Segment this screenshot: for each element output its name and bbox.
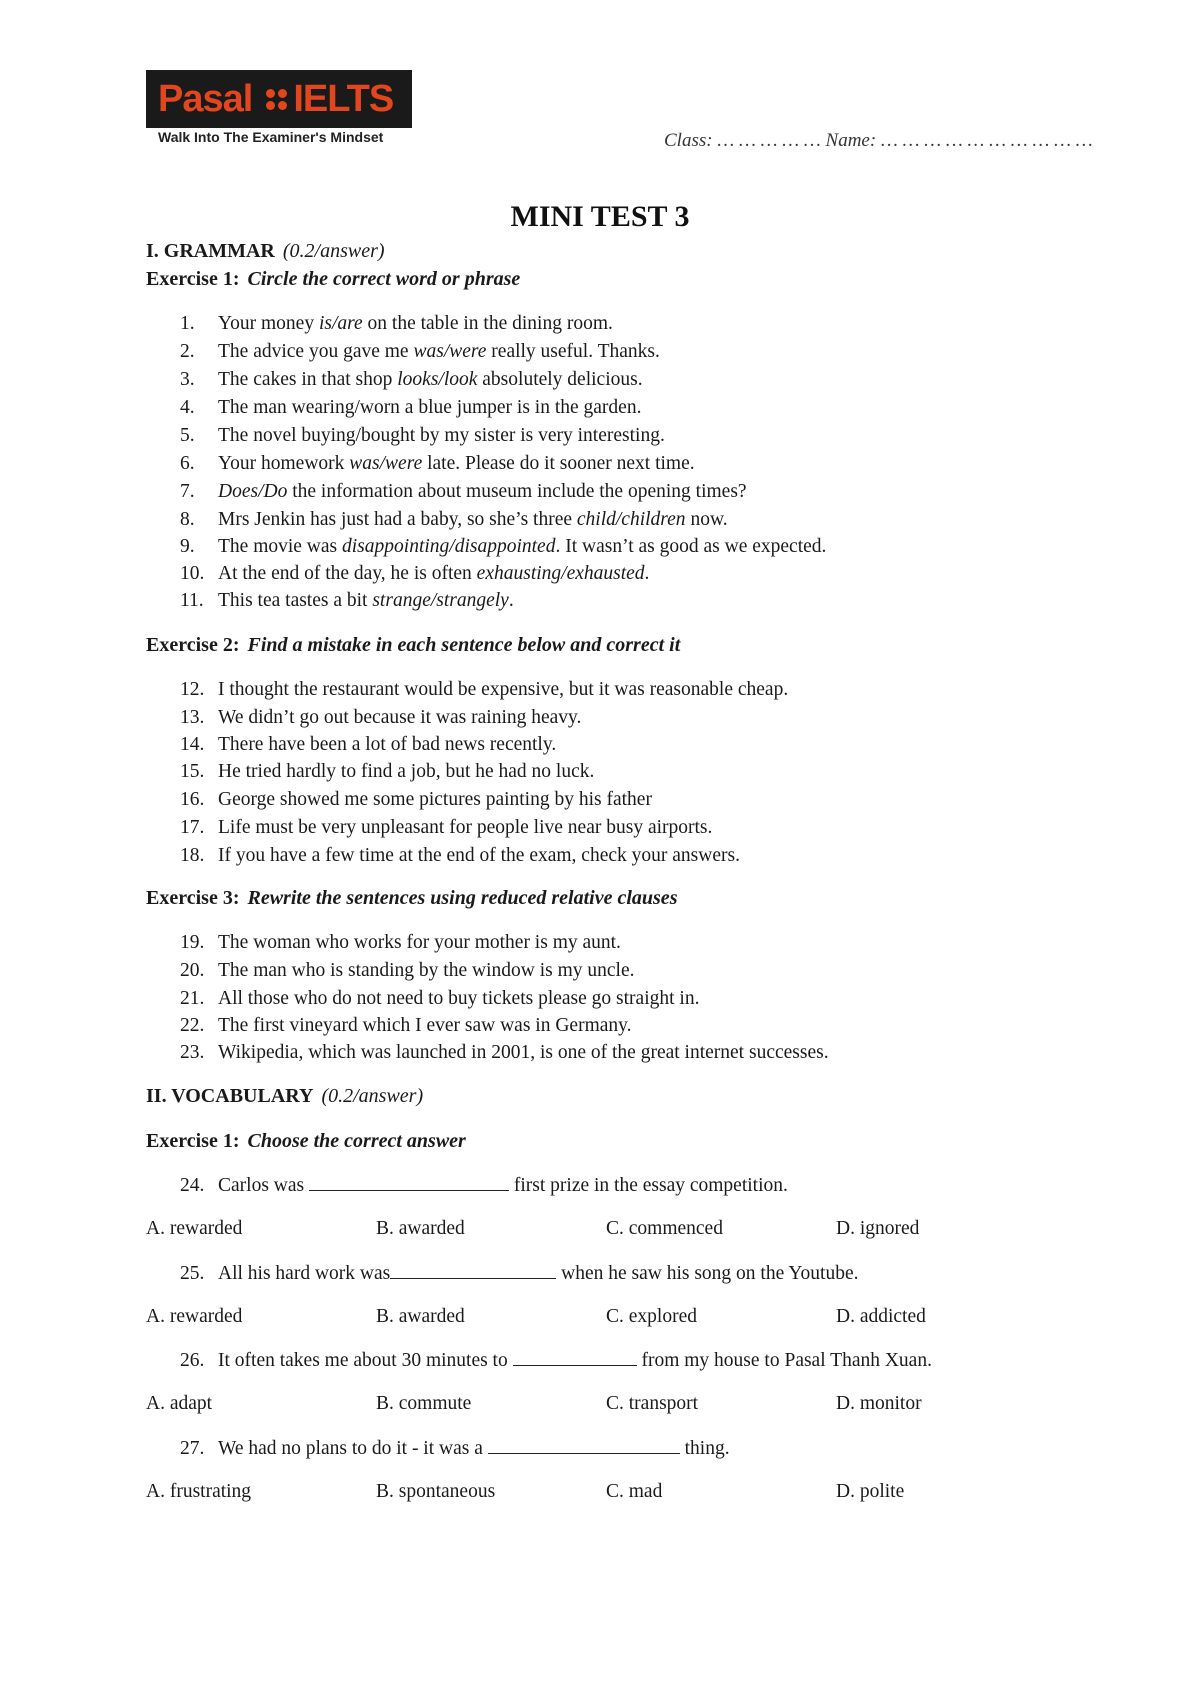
question-text: The man who is standing by the window is my uncle. <box>218 960 635 981</box>
question-text: first prize in the essay competition. <box>509 1175 788 1196</box>
question-text: Your money <box>218 313 319 334</box>
option-c[interactable]: C. transport <box>606 1393 699 1414</box>
option-c[interactable]: C. commenced <box>606 1218 723 1239</box>
question-text: It often takes me about 30 minutes to <box>218 1350 513 1371</box>
answer-blank[interactable] <box>390 1262 556 1279</box>
answer-choices[interactable]: strange/strangely <box>372 590 509 611</box>
question-17 <box>180 817 712 839</box>
question-text: . <box>508 590 514 611</box>
question-text: when he saw his song on the Youtube. <box>556 1263 859 1284</box>
question-text: absolutely delicious. <box>477 369 643 390</box>
question-text: We didn’t go out because it was raining heavy. <box>218 707 582 728</box>
question-number: 19. <box>180 932 205 953</box>
logo-dots-icon <box>266 89 287 110</box>
question-text: on the table in the dining room. <box>362 313 613 334</box>
question-text: from my house to Pasal Thanh Xuan. <box>636 1350 932 1371</box>
question-text: George showed me some pictures painting by his father <box>218 789 652 810</box>
question-8 <box>180 509 728 531</box>
option-b[interactable]: B. awarded <box>376 1218 465 1239</box>
question-text: . It wasn’t as good as we expected. <box>555 536 827 557</box>
question-number: 25. <box>180 1263 205 1284</box>
option-b[interactable]: B. spontaneous <box>376 1481 496 1502</box>
question-number: 24. <box>180 1175 205 1196</box>
exercise-label: Exercise 3: <box>146 887 240 909</box>
question-text: All his hard work was <box>218 1263 391 1284</box>
answer-choices[interactable]: exhausting/exhausted <box>476 563 645 584</box>
option-a[interactable]: A. adapt <box>146 1393 213 1414</box>
question-1 <box>180 313 613 335</box>
question-text: At the end of the day, he is often <box>218 563 477 584</box>
option-c[interactable]: C. explored <box>606 1306 697 1327</box>
question-number: 15. <box>180 761 205 782</box>
question-text: really useful. Thanks. <box>486 341 660 362</box>
question-4 <box>180 397 641 419</box>
question-text: Mrs Jenkin has just had a baby, so she’s three <box>218 509 577 530</box>
question-text: The advice you gave me <box>218 341 414 362</box>
option-d[interactable]: D. monitor <box>836 1393 922 1414</box>
grammar-score: (0.2/answer) <box>282 240 385 262</box>
question-text: I thought the restaurant would be expensive, but it was reasonable cheap. <box>218 679 789 700</box>
question-number: 7. <box>180 481 195 502</box>
answer-choices[interactable]: child/children <box>576 509 686 530</box>
option-a[interactable]: A. frustrating <box>146 1481 252 1502</box>
grammar-exercise-1-header <box>146 268 520 291</box>
question-number: 13. <box>180 707 205 728</box>
option-a[interactable]: A. rewarded <box>146 1306 243 1327</box>
question-14 <box>180 734 556 756</box>
question-number: 5. <box>180 425 195 446</box>
question-text: now. <box>685 509 728 530</box>
question-23 <box>180 1042 829 1064</box>
answer-choices[interactable]: looks/look <box>397 369 478 390</box>
question-number: 16. <box>180 789 205 810</box>
logo-ielts-text: IELTS <box>293 77 394 120</box>
grammar-heading <box>146 240 385 263</box>
question-number: 17. <box>180 817 205 838</box>
answer-choices[interactable]: is/are <box>318 313 363 334</box>
option-b[interactable]: B. awarded <box>376 1306 465 1327</box>
option-d[interactable]: D. ignored <box>836 1218 920 1239</box>
exercise-instruction: Find a mistake in each sentence below and correct it <box>247 634 681 656</box>
question-text: Your homework <box>218 453 350 474</box>
question-number: 18. <box>180 845 205 866</box>
option-c[interactable]: C. mad <box>606 1481 663 1502</box>
question-11 <box>180 590 514 612</box>
question-text: The movie was <box>218 536 343 557</box>
logo-pasal-text: Pasal <box>158 77 253 120</box>
question-21 <box>180 988 699 1010</box>
question-20 <box>180 960 635 982</box>
pasal-ielts-logo <box>146 70 412 128</box>
question-25 <box>180 1262 858 1285</box>
exercise-instruction: Choose the correct answer <box>247 1130 466 1152</box>
question-text: thing. <box>679 1438 730 1459</box>
answer-choices[interactable]: Does/Do <box>218 481 288 502</box>
question-number: 23. <box>180 1042 205 1063</box>
exercise-label: Exercise 1: <box>146 268 240 290</box>
option-a[interactable]: A. rewarded <box>146 1218 243 1239</box>
answer-blank[interactable] <box>513 1349 637 1366</box>
vocabulary-exercise-1-header <box>146 1130 466 1153</box>
question-text: The first vineyard which I ever saw was in Germany. <box>218 1015 632 1036</box>
question-6 <box>180 453 695 475</box>
question-text: There have been a lot of bad news recently. <box>218 734 557 755</box>
exercise-label: Exercise 2: <box>146 634 240 656</box>
class-name-line: Class: … … … … … Name: … … … … … … … … … … <box>664 130 1093 151</box>
question-text: The woman who works for your mother is my aunt. <box>218 932 621 953</box>
vocabulary-heading <box>146 1085 423 1108</box>
question-7 <box>180 481 747 503</box>
question-24 <box>180 1174 788 1197</box>
question-13 <box>180 707 581 729</box>
question-16 <box>180 789 652 811</box>
question-18 <box>180 845 740 867</box>
answer-choices[interactable]: was/were <box>349 453 423 474</box>
question-5 <box>180 425 665 447</box>
question-number: 2. <box>180 341 195 362</box>
grammar-exercise-3-header <box>146 887 677 910</box>
answer-blank[interactable] <box>309 1174 509 1191</box>
question-3 <box>180 369 643 391</box>
question-text: Wikipedia, which was launched in 2001, is one of the great internet successes. <box>218 1042 829 1063</box>
question-number: 8. <box>180 509 195 530</box>
answer-choices[interactable]: disappointing/disappointed <box>342 536 556 557</box>
question-number: 14. <box>180 734 205 755</box>
question-number: 22. <box>180 1015 205 1036</box>
logo-tagline: Walk Into The Examiner's Mindset <box>158 129 384 145</box>
question-text: All those who do not need to buy tickets please go straight in. <box>218 988 700 1009</box>
exercise-label: Exercise 1: <box>146 1130 240 1152</box>
question-number: 11. <box>180 590 204 611</box>
answer-blank[interactable] <box>488 1437 680 1454</box>
question-12 <box>180 679 788 701</box>
grammar-heading-text: I. GRAMMAR <box>146 240 275 262</box>
question-text: We had no plans to do it - it was a <box>218 1438 488 1459</box>
question-text: This tea tastes a bit <box>218 590 373 611</box>
question-number: 20. <box>180 960 205 981</box>
vocabulary-score: (0.2/answer) <box>321 1085 424 1107</box>
question-27 <box>180 1437 730 1460</box>
question-text: . <box>644 563 650 584</box>
answer-choices[interactable]: was/were <box>413 341 487 362</box>
question-text: The man wearing/worn a blue jumper is in the garden. <box>218 397 642 418</box>
question-number: 26. <box>180 1350 205 1371</box>
question-9 <box>180 536 826 558</box>
question-number: 10. <box>180 563 205 584</box>
option-b[interactable]: B. commute <box>376 1393 472 1414</box>
question-2 <box>180 341 660 363</box>
question-number: 12. <box>180 679 205 700</box>
question-number: 4. <box>180 397 195 418</box>
question-text: the information about museum include the opening times? <box>287 481 747 502</box>
question-number: 3. <box>180 369 195 390</box>
question-number: 9. <box>180 536 195 557</box>
question-text: Carlos was <box>218 1175 309 1196</box>
question-text: The novel buying/bought by my sister is very interesting. <box>218 425 665 446</box>
exercise-instruction: Rewrite the sentences using reduced relative clauses <box>247 887 678 909</box>
question-10 <box>180 563 649 585</box>
question-text: The cakes in that shop <box>218 369 398 390</box>
grammar-exercise-2-header <box>146 634 680 657</box>
question-text: If you have a few time at the end of the exam, check your answers. <box>218 845 740 866</box>
question-26 <box>180 1349 932 1372</box>
question-number: 21. <box>180 988 205 1009</box>
option-d[interactable]: D. addicted <box>836 1306 926 1327</box>
question-text: Life must be very unpleasant for people live near busy airports. <box>218 817 713 838</box>
vocabulary-heading-text: II. VOCABULARY <box>146 1085 314 1107</box>
question-text: He tried hardly to find a job, but he had no luck. <box>218 761 595 782</box>
question-number: 27. <box>180 1438 205 1459</box>
question-number: 1. <box>180 313 195 334</box>
question-15 <box>180 761 594 783</box>
option-d[interactable]: D. polite <box>836 1481 905 1502</box>
question-19 <box>180 932 621 954</box>
page-title: MINI TEST 3 <box>510 200 690 233</box>
question-22 <box>180 1015 632 1037</box>
question-text: late. Please do it sooner next time. <box>422 453 695 474</box>
question-number: 6. <box>180 453 195 474</box>
exercise-instruction: Circle the correct word or phrase <box>247 268 521 290</box>
